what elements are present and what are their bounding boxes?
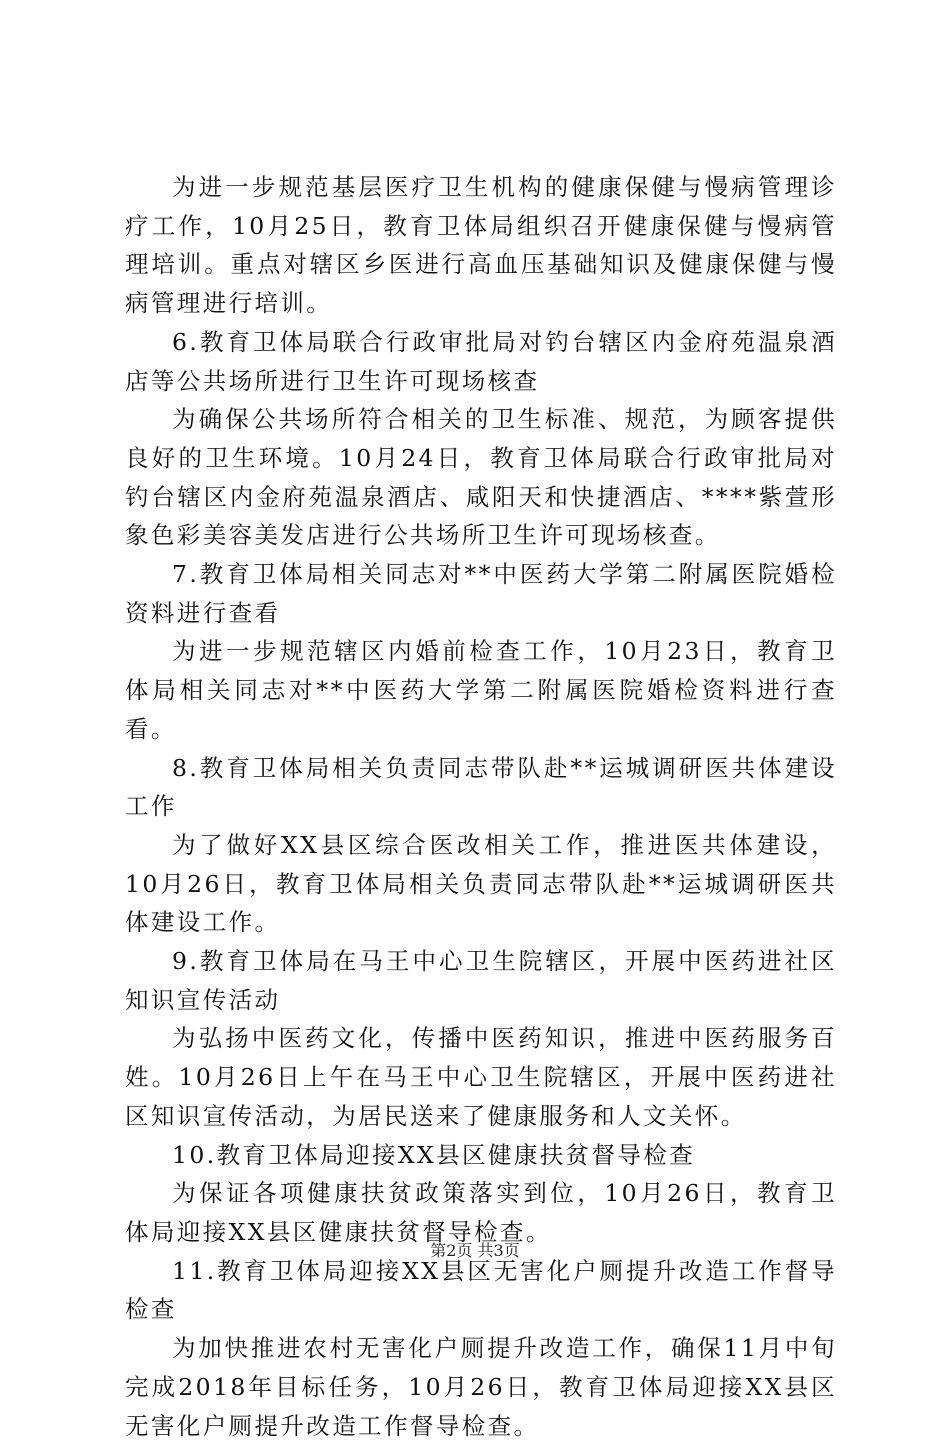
heading-item-7: 7.教育卫体局相关同志对**中医药大学第二附属医院婚检资料进行查看 [125, 560, 837, 627]
page-number-footer: 第2页 共3页 [430, 1241, 520, 1260]
paragraph-training-body: 为进一步规范基层医疗卫生机构的健康保健与慢病管理诊疗工作，10月25日，教育卫体局组织召开健康保健与慢病管理培训。重点对辖区乡医进行高血压基础知识及健康保健与慢病管理进行培训。 [125, 173, 837, 318]
heading-item-6: 6.教育卫体局联合行政审批局对钓台辖区内金府苑温泉酒店等公共场所进行卫生许可现场核查 [125, 327, 837, 395]
heading-item-9: 9.教育卫体局在马王中心卫生院辖区，开展中医药进社区知识宣传活动 [125, 947, 837, 1014]
paragraph-item-11-body: 为加快推进农村无害化户厕提升改造工作，确保11月中旬完成2018年目标任务，10月26日，教育卫体局迎接XX县区无害化户厕提升改造工作督导检查。 [125, 1334, 837, 1440]
paragraph-item-9-body: 为弘扬中医药文化，传播中医药知识，推进中医药服务百姓。10月26日上午在马王中心卫生院辖区，开展中医药进社区知识宣传活动，为居民送来了健康服务和人文关怀。 [125, 1024, 837, 1130]
heading-item-8: 8.教育卫体局相关负责同志带队赴**运城调研医共体建设工作 [125, 753, 837, 821]
paragraph-item-10-body: 为保证各项健康扶贫政策落实到位，10月26日，教育卫体局迎接XX县区健康扶贫督导检查。 [125, 1179, 837, 1246]
paragraph-item-7-body: 为进一步规范辖区内婚前检查工作，10月23日，教育卫体局相关同志对**中医药大学第二附属医院婚检资料进行查看。 [125, 637, 837, 743]
heading-item-11: 11.教育卫体局迎接XX县区无害化户厕提升改造工作督导检查 [125, 1256, 837, 1324]
paragraph-item-8-body: 为了做好XX县区综合医改相关工作，推进医共体建设，10月26日，教育卫体局相关负责同志带队赴**运城调研医共体建设工作。 [125, 830, 837, 937]
heading-item-10: 10.教育卫体局迎接XX县区健康扶贫督导检查 [172, 1140, 696, 1169]
paragraph-item-6-body: 为确保公共场所符合相关的卫生标准、规范，为顾客提供良好的卫生环境。10月24日，教育卫体局联合行政审批局对钓台辖区内金府苑温泉酒店、咸阳天和快捷酒店、****紫萱形象色彩美容美发店进行公共场所卫生许可现场核查。 [125, 405, 837, 550]
